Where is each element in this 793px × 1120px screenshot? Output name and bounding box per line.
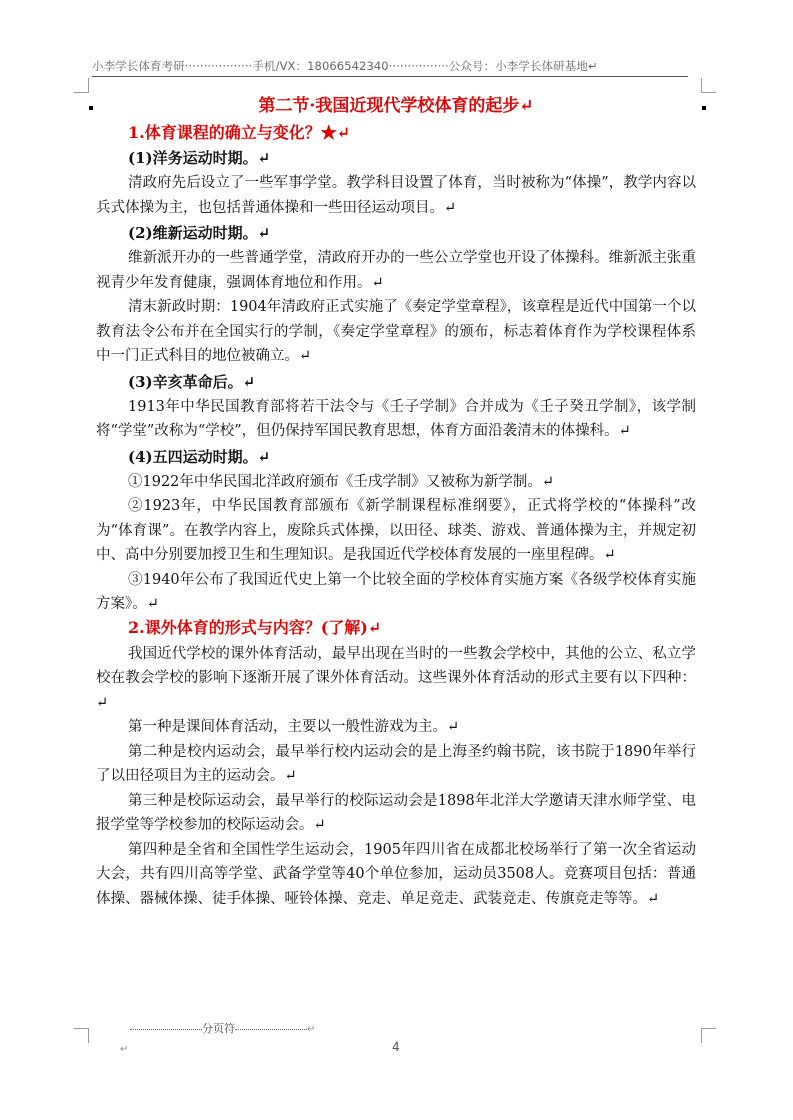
crop-mark-bottom-right: [701, 1028, 716, 1043]
body-paragraph: 第三种是校际运动会，最早举行的校际运动会是1898年北洋大学邀请天津水师学堂、电报学堂等学校参加的校际运动会。↵: [96, 792, 696, 833]
crop-mark-bottom-left: [74, 1028, 89, 1043]
section-heading: 1.体育课程的确立与变化？★↵: [128, 123, 351, 142]
document-body: [96, 96, 696, 911]
subsection-heading: (4)五四运动时期。↵: [128, 447, 271, 466]
page-break-mark: ↵: [307, 1024, 316, 1035]
header-text: 小李学长体育考研··················手机/VX：18066542340················公众号：小李学长体研基地↵: [92, 59, 598, 73]
body-paragraph: 维新派开办的一些普通学堂，清政府开办的一些公立学堂也开设了体操科。维新派主张重视青少年发育健康，强调体育地位和作用。↵: [96, 250, 696, 291]
body-paragraph: 第一种是课间体育活动，主要以一般性游戏为主。↵: [128, 719, 460, 735]
body-paragraph: 第二种是校内运动会，最早举行校内运动会的是上海圣约翰书院，该书院于1890年举行了以田径项目为主的运动会。↵: [96, 743, 696, 784]
section-heading: 2.课外体育的形式与内容？(了解)↵: [128, 617, 382, 637]
page-break-line-right: [235, 1029, 307, 1030]
crop-mark-top-right: [701, 78, 716, 93]
crop-mark-top-left: [74, 78, 89, 93]
paragraph-mark: ↵: [120, 1044, 129, 1055]
body-paragraph: 清政府先后设立了一些军事学堂。教学科目设置了体育，当时被称为“体操”，教学内容以兵式体操为主，也包括普通体操和一些田径运动项目。↵: [96, 175, 696, 216]
page-break-label: 分页符: [202, 1022, 235, 1035]
body-paragraph: ①1922年中华民国北洋政府颁布《壬戌学制》又被称为新学制。↵: [128, 473, 555, 490]
section-content: [96, 122, 696, 911]
bullet-marker-right: [702, 106, 706, 110]
page-break: [130, 1020, 315, 1036]
page-break-line-left: [130, 1029, 202, 1030]
subsection-heading: (1)洋务运动时期。↵: [128, 149, 271, 167]
page-number: 4: [392, 1040, 400, 1054]
page-header: [92, 58, 688, 77]
body-paragraph: ②1923年，中华民国教育部颁布《新学制课程标准纲要》，正式将学校的“体操科”改为“体育课”。在教学内容上，废除兵式体操，以田径、球类、游戏、普通体操为主，并规定初中、高中分别要加授卫生和生理知识。是我国近代学校体育发展的一座里程碑。↵: [96, 498, 696, 563]
body-paragraph: 1913年中华民国教育部将若干法令与《壬子学制》合并成为《壬子癸丑学制》，该学制将“学堂”改称为“学校”，但仍保持军国民教育思想，体育方面沿袭清末的体操科。↵: [96, 398, 696, 439]
body-paragraph: ③1940年公布了我国近代史上第一个比较全面的学校体育实施方案《各级学校体育实施方案》。↵: [96, 571, 696, 612]
body-paragraph: 我国近代学校的课外体育活动，最早出现在当时的一些教会学校中，其他的公立、私立学校在教会学校的影响下逐渐开展了课外体育活动。这些课外体育活动的形式主要有以下四种：↵: [96, 645, 696, 711]
body-paragraph: 清末新政时期：1904年清政府正式实施了《奏定学堂章程》，该章程是近代中国第一个以教育法令公布并在全国实行的学制，《奏定学堂章程》的颁布，标志着体育作为学校课程体系中一门正式科目的地位被确立。↵: [96, 299, 696, 364]
body-paragraph: 第四种是全省和全国性学生运动会，1905年四川省在成都北校场举行了第一次全省运动大会，共有四川高等学堂、武备学堂等40个单位参加，运动员3508人。竞赛项目包括：普通体操、器械体操、徒手体操、哑铃体操、竞走、单足竞走、武装竞走、传旗竞走等等。↵: [96, 841, 696, 907]
subsection-heading: (2)维新运动时期。↵: [128, 224, 271, 242]
subsection-heading: (3)辛亥革命后。↵: [128, 372, 256, 391]
bullet-marker-left: [89, 106, 93, 110]
section-title: 第二节·我国近现代学校体育的起步↵: [258, 96, 534, 116]
